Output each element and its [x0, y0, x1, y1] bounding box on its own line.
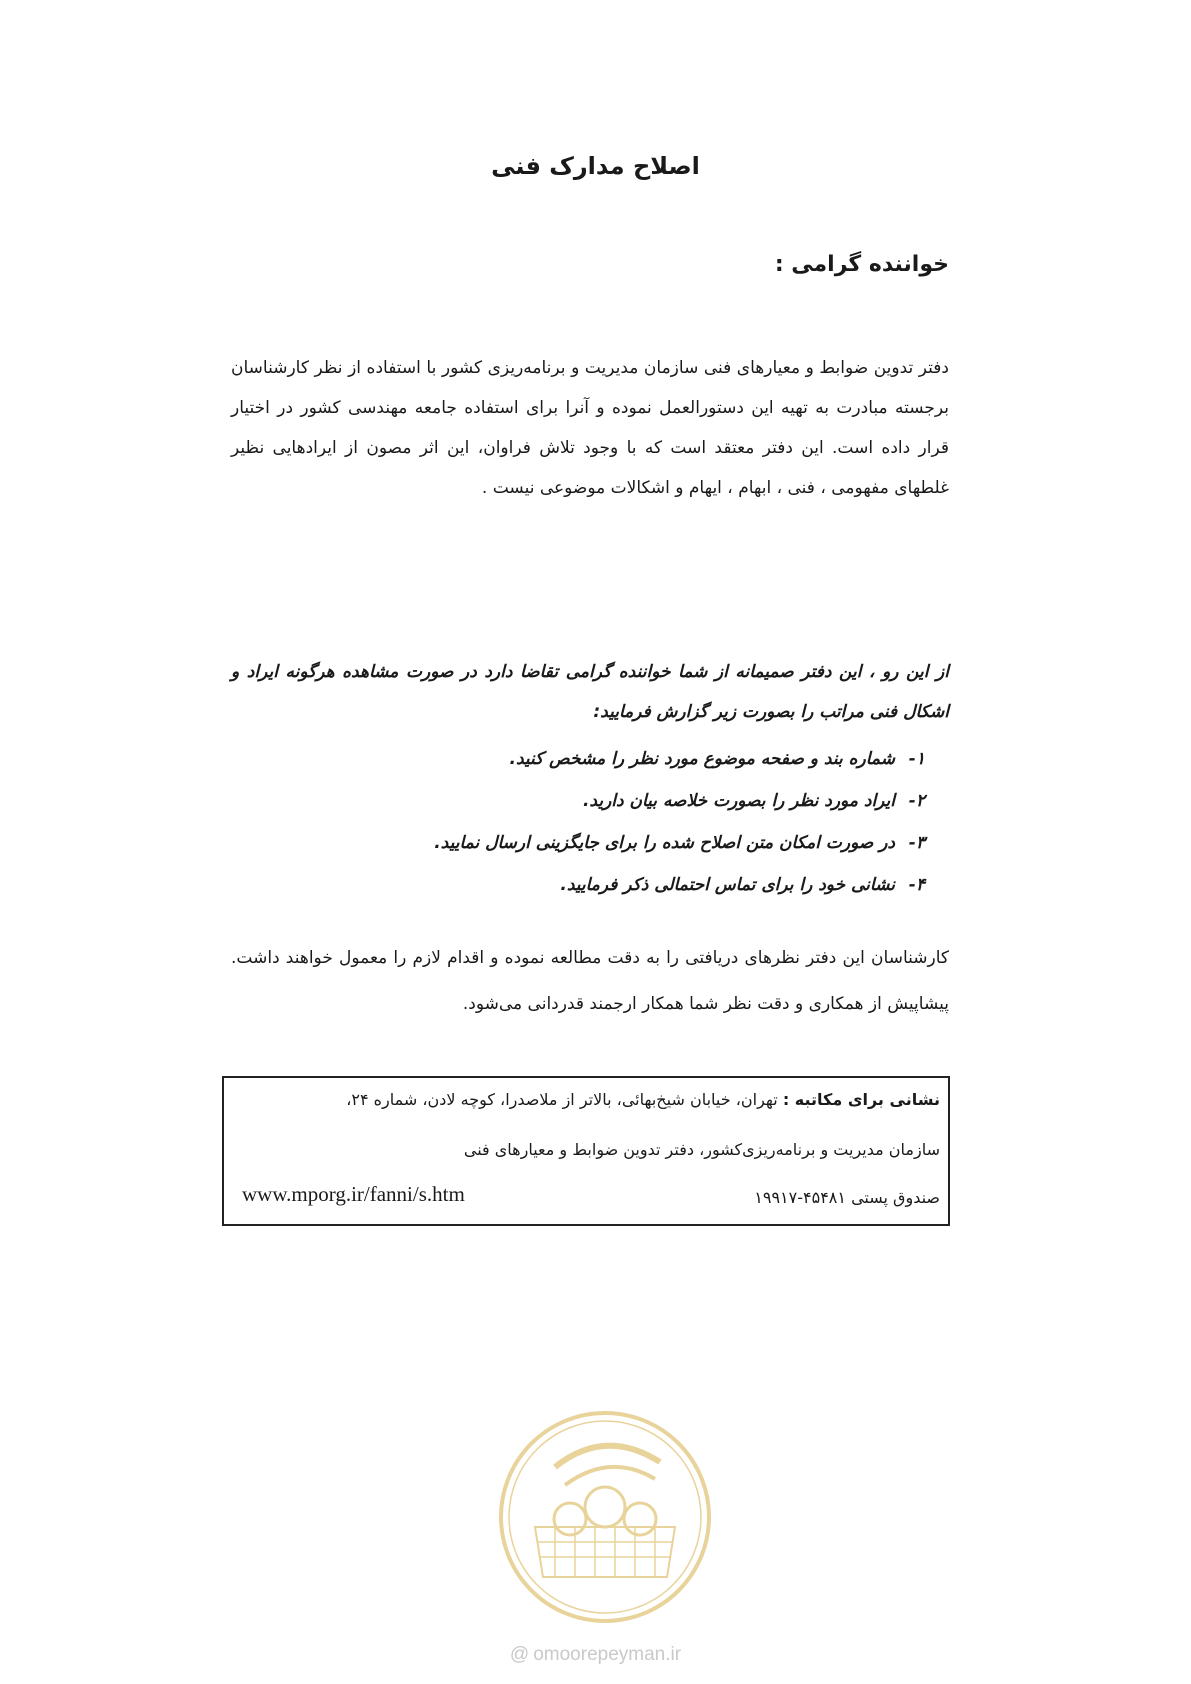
page-title: اصلاح مدارک فنی — [491, 152, 700, 180]
contact-label: نشانی برای مکاتبه : — [782, 1090, 940, 1109]
footer-site — [0, 1644, 1191, 1666]
contact-address-line-2: سازمان مدیریت و برنامه‌ریزی‌کشور، دفتر تدوین ضوابط و معیارهای فنی — [463, 1140, 940, 1159]
contact-address-1: تهران، خیابان شیخ‌بهائی، بالاتر از ملاصدرا، کوچه لادن، شماره ۲۴، — [346, 1090, 778, 1109]
step-text: شماره بند و صفحه موضوع مورد نظر را مشخص کنید. — [509, 749, 895, 769]
step-text: نشانی خود را برای تماس احتمالی ذکر فرمایید. — [560, 875, 895, 895]
steps-list — [231, 738, 949, 906]
request-paragraph: از این رو ، این دفتر صمیمانه از شما خواننده گرامی تقاضا دارد در صورت مشاهده هرگونه ایراد و اشکال فنی مراتب را بصورت زیر گزارش فرمایید: — [231, 662, 949, 722]
list-item — [231, 864, 949, 906]
footer-site-text: omoorepeyman.ir — [533, 1644, 682, 1665]
seal-watermark-icon — [495, 1407, 715, 1627]
intro-paragraph: دفتر تدوین ضوابط و معیارهای فنی سازمان مدیریت و برنامه‌ریزی کشور با استفاده از نظر کارشناسان برجسته مبادرت به تهیه این دستورالعمل نموده و آنرا برای استفاده جامعه مهندسی کشور در اختیار قرار داده است. این دفتر معتقد است که با وجود تلاش فراوان، این اثر مصون از ایرادهایی نظیر غلطهای مفهومی ، فنی ، ابهام ، ایهام و اشکالات موضوعی نیست . — [231, 358, 949, 498]
contact-po-box: صندوق پستی ۴۵۴۸۱-۱۹۹۱۷ — [754, 1188, 940, 1207]
website-link[interactable]: www.mporg.ir/fanni/s.htm — [242, 1182, 465, 1206]
step-number: ۲- — [908, 791, 925, 811]
list-item — [231, 780, 949, 822]
step-number: ۴- — [908, 875, 925, 895]
closing-paragraph: کارشناسان این دفتر نظرهای دریافتی را به دقت مطالعه نموده و اقدام لازم را معمول خواهند داشت. پیشاپیش از همکاری و دقت نظر شما همکار ارجمند قدردانی می‌شود. — [231, 948, 949, 1014]
salutation: خواننده گرامی : — [774, 252, 949, 277]
step-text: ایراد مورد نظر را بصورت خلاصه بیان دارید. — [582, 791, 895, 811]
at-icon: @ — [509, 1644, 530, 1665]
contact-box — [222, 1076, 950, 1226]
list-item — [231, 738, 949, 780]
step-number: ۳- — [908, 833, 925, 853]
step-number: ۱- — [908, 749, 925, 769]
list-item — [231, 822, 949, 864]
step-text: در صورت امکان متن اصلاح شده را برای جایگزینی ارسال نمایید. — [434, 833, 895, 853]
contact-address-line-1 — [234, 1090, 940, 1109]
